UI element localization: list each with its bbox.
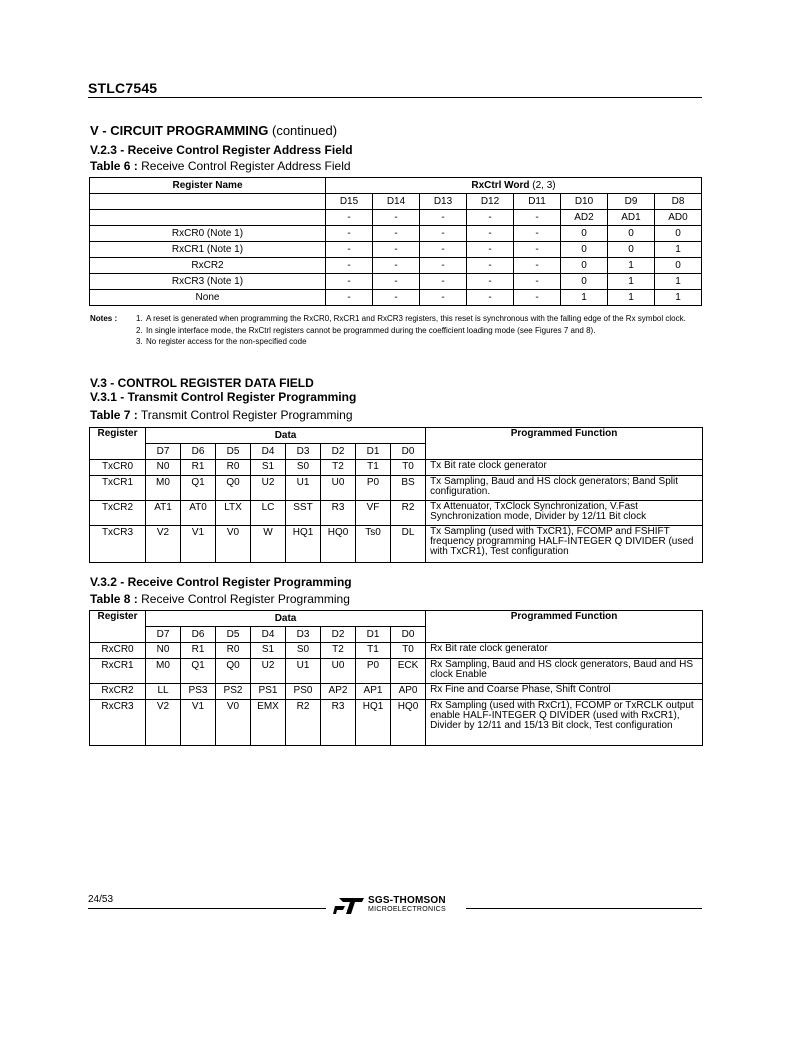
table7-bit-cell: U2 xyxy=(251,476,286,501)
header-rule xyxy=(88,97,702,98)
table8-register-name: RxCR1 xyxy=(90,659,146,684)
table6-caption xyxy=(90,159,351,173)
table8-bit-cell: T1 xyxy=(356,643,391,659)
page-number: 24/53 xyxy=(88,894,114,905)
table-row xyxy=(90,501,703,526)
table6-cell: 0 xyxy=(655,226,702,242)
table8-bit-header: D5 xyxy=(216,627,251,643)
table6-caption-text: Receive Control Register Address Field xyxy=(137,159,351,173)
table6-cell: - xyxy=(420,274,467,290)
table7-function-cell: Tx Sampling (used with TxCR1), FCOMP and FSHIFT frequency programming HALF-INTEGER Q DIVIDER (used with TxCR1), Test configuration xyxy=(426,526,703,563)
table8-register-header: Register xyxy=(90,611,146,643)
table8-bit-cell: R1 xyxy=(181,643,216,659)
table6-bit-header: D15 xyxy=(326,194,373,210)
table6-cell: - xyxy=(467,258,514,274)
table6-address-cell: - xyxy=(326,210,373,226)
table-row xyxy=(90,460,703,476)
table7-register-name: TxCR3 xyxy=(90,526,146,563)
table8-bit-cell: R2 xyxy=(286,700,321,746)
table-row xyxy=(90,684,703,700)
table6-cell: 1 xyxy=(608,258,655,274)
notes-label: Notes : xyxy=(90,314,118,323)
table8-bit-cell: PS0 xyxy=(286,684,321,700)
document-header-title: STLC7545 xyxy=(88,80,158,96)
table6-address-field xyxy=(89,177,702,306)
table6-bit-header: D11 xyxy=(514,194,561,210)
table6-address-cell: - xyxy=(373,210,420,226)
table7-caption-text: Transmit Control Register Programming xyxy=(137,408,353,422)
table8-caption-label: Table 8 : xyxy=(90,592,138,606)
table6-blank-cell xyxy=(90,210,326,226)
section-title-main: V - CIRCUIT PROGRAMMING xyxy=(90,123,269,138)
table7-bit-cell: V0 xyxy=(216,526,251,563)
note-text: No register access for the non-specified code xyxy=(146,337,307,346)
table7-bit-header: D4 xyxy=(251,444,286,460)
table6-bit-header: D14 xyxy=(373,194,420,210)
table6-cell: - xyxy=(326,274,373,290)
table7-register-name: TxCR1 xyxy=(90,476,146,501)
table8-bit-header: D0 xyxy=(391,627,426,643)
table7-bit-cell: BS xyxy=(391,476,426,501)
table6-cell: - xyxy=(467,242,514,258)
table6-address-cell: AD2 xyxy=(561,210,608,226)
table7-bit-cell: HQ1 xyxy=(286,526,321,563)
footer-rule-left xyxy=(88,908,326,909)
table8-bit-cell: U1 xyxy=(286,659,321,684)
table7-bit-cell: AT1 xyxy=(146,501,181,526)
table8-register-name: RxCR2 xyxy=(90,684,146,700)
table7-bit-header: D7 xyxy=(146,444,181,460)
table8-bit-cell: P0 xyxy=(356,659,391,684)
table-row xyxy=(90,274,702,290)
footer-rule-right xyxy=(466,908,702,909)
table6-cell: 1 xyxy=(608,290,655,306)
table6-cell: 1 xyxy=(608,274,655,290)
section-title-suffix: (continued) xyxy=(268,123,338,138)
table-row xyxy=(90,643,703,659)
table6-cell: - xyxy=(420,258,467,274)
table7-bit-cell: T2 xyxy=(321,460,356,476)
table8-bit-header: D1 xyxy=(356,627,391,643)
table7-register-header: Register xyxy=(90,428,146,460)
note-number: 2. xyxy=(136,325,143,335)
note-number: 3. xyxy=(136,337,143,346)
subsection-heading-v31: V.3.1 - Transmit Control Register Programming xyxy=(90,390,357,404)
table8-bit-header: D3 xyxy=(286,627,321,643)
table7-bit-cell: U1 xyxy=(286,476,321,501)
table6-rxctrl-note: (2, 3) xyxy=(529,180,556,191)
table-row xyxy=(90,526,703,563)
table-row xyxy=(90,258,702,274)
table7-bit-header: D1 xyxy=(356,444,391,460)
table8-bit-cell: R0 xyxy=(216,643,251,659)
table7-bit-cell: S1 xyxy=(251,460,286,476)
table8-bit-cell: PS3 xyxy=(181,684,216,700)
table6-cell: - xyxy=(373,226,420,242)
note-item xyxy=(90,336,706,348)
table8-register-name: RxCR0 xyxy=(90,643,146,659)
table-row xyxy=(90,290,702,306)
table8-bit-cell: Q0 xyxy=(216,659,251,684)
table8-bit-cell: AP1 xyxy=(356,684,391,700)
st-logo-icon xyxy=(333,897,365,915)
table7-register-name: TxCR2 xyxy=(90,501,146,526)
table6-cell: 0 xyxy=(561,274,608,290)
table7-bit-cell: DL xyxy=(391,526,426,563)
table6-address-cell: - xyxy=(467,210,514,226)
table8-bit-header: D6 xyxy=(181,627,216,643)
table6-cell: - xyxy=(514,226,561,242)
table6-address-cell: - xyxy=(514,210,561,226)
table-row xyxy=(90,659,703,684)
table6-cell: 1 xyxy=(655,274,702,290)
note-number: 1. xyxy=(136,314,143,323)
table7-bit-cell: S0 xyxy=(286,460,321,476)
table7-bit-cell: SST xyxy=(286,501,321,526)
table7-bit-header: D0 xyxy=(391,444,426,460)
table6-address-row xyxy=(90,210,702,226)
table7-bit-cell: Q0 xyxy=(216,476,251,501)
table6-register-name: RxCR0 (Note 1) xyxy=(90,226,326,242)
table6-bit-header: D12 xyxy=(467,194,514,210)
note-item xyxy=(90,313,706,325)
table6-bit-header: D9 xyxy=(608,194,655,210)
table6-cell: - xyxy=(326,290,373,306)
table6-cell: 0 xyxy=(561,258,608,274)
table6-cell: - xyxy=(514,258,561,274)
table8-receive-register xyxy=(89,610,703,746)
table8-bit-cell: HQ1 xyxy=(356,700,391,746)
table8-bit-header: D4 xyxy=(251,627,286,643)
note-text: A reset is generated when programming the RxCR0, RxCR1 and RxCR3 registers, this reset is synchronous with the falling edge of the Rx symbol clock. xyxy=(146,314,686,323)
section-title xyxy=(90,123,337,138)
table7-caption xyxy=(90,408,353,422)
table6-cell: - xyxy=(373,258,420,274)
table6-rxctrl-label: RxCtrl Word xyxy=(471,180,530,191)
table7-bit-cell: T0 xyxy=(391,460,426,476)
table6-blank-cell xyxy=(90,194,326,210)
table6-cell: 0 xyxy=(608,226,655,242)
table7-bit-cell: AT0 xyxy=(181,501,216,526)
table8-bit-header: D7 xyxy=(146,627,181,643)
table8-function-cell: Rx Sampling, Baud and HS clock generators, Baud and HS clock Enable xyxy=(426,659,703,684)
table7-bit-cell: HQ0 xyxy=(321,526,356,563)
table6-cell: 1 xyxy=(655,290,702,306)
table8-bit-cell: HQ0 xyxy=(391,700,426,746)
table6-cell: - xyxy=(326,226,373,242)
table8-bit-cell: U2 xyxy=(251,659,286,684)
table7-bit-cell: U0 xyxy=(321,476,356,501)
table6-cell: - xyxy=(467,290,514,306)
table7-bit-header: D3 xyxy=(286,444,321,460)
table6-cell: - xyxy=(373,274,420,290)
table6-bit-header: D8 xyxy=(655,194,702,210)
table8-bit-cell: R3 xyxy=(321,700,356,746)
table7-bit-header: D5 xyxy=(216,444,251,460)
table8-bit-cell: AP2 xyxy=(321,684,356,700)
table6-cell: - xyxy=(420,242,467,258)
logo-company-name: SGS-THOMSON xyxy=(368,895,446,906)
table6-cell: - xyxy=(373,242,420,258)
section-heading-v3: V.3 - CONTROL REGISTER DATA FIELD xyxy=(90,376,314,390)
table7-data-header: Data xyxy=(146,428,426,444)
table-row xyxy=(90,242,702,258)
table8-function-cell: Rx Fine and Coarse Phase, Shift Control xyxy=(426,684,703,700)
table8-header-row xyxy=(90,611,703,627)
table7-bit-cell: Q1 xyxy=(181,476,216,501)
table8-register-name: RxCR3 xyxy=(90,700,146,746)
table8-bit-cell: AP0 xyxy=(391,684,426,700)
table7-bit-header: D6 xyxy=(181,444,216,460)
table6-register-name-header: Register Name xyxy=(90,178,326,194)
table7-function-cell: Tx Attenuator, TxClock Synchronization, V.Fast Synchronization mode, Divider by 12/11 Bit clock xyxy=(426,501,703,526)
table7-function-cell: Tx Sampling, Baud and HS clock generators; Band Split configuration. xyxy=(426,476,703,501)
table6-bit-header: D10 xyxy=(561,194,608,210)
table7-bit-cell: R2 xyxy=(391,501,426,526)
table7-header-row xyxy=(90,428,703,444)
table6-cell: 1 xyxy=(655,242,702,258)
table8-bit-cell: LL xyxy=(146,684,181,700)
table7-bit-cell: T1 xyxy=(356,460,391,476)
table7-bit-cell: LTX xyxy=(216,501,251,526)
table6-cell: - xyxy=(514,290,561,306)
table6-rxctrl-header xyxy=(326,178,702,194)
note-text: In single interface mode, the RxCtrl registers cannot be programmed during the coefficient loading mode (see Figures 7 and 8). xyxy=(146,325,596,335)
table7-caption-label: Table 7 : xyxy=(90,408,138,422)
table8-caption-text: Receive Control Register Programming xyxy=(137,592,350,606)
table8-bit-cell: U0 xyxy=(321,659,356,684)
table7-bit-cell: N0 xyxy=(146,460,181,476)
table6-address-cell: - xyxy=(420,210,467,226)
table7-bit-cell: LC xyxy=(251,501,286,526)
note-item xyxy=(90,325,706,337)
table6-cell: - xyxy=(326,258,373,274)
table8-bit-cell: PS2 xyxy=(216,684,251,700)
table8-bit-cell: T0 xyxy=(391,643,426,659)
table7-transmit-register xyxy=(89,427,703,563)
table7-register-name: TxCR0 xyxy=(90,460,146,476)
table8-bit-cell: S1 xyxy=(251,643,286,659)
table8-bit-cell: ECK xyxy=(391,659,426,684)
table6-address-cell: AD1 xyxy=(608,210,655,226)
table6-bits-row xyxy=(90,194,702,210)
table7-bit-cell: P0 xyxy=(356,476,391,501)
table6-address-cell: AD0 xyxy=(655,210,702,226)
table6-cell: - xyxy=(514,274,561,290)
table7-bit-cell: R1 xyxy=(181,460,216,476)
table8-bit-cell: EMX xyxy=(251,700,286,746)
table8-bit-cell: S0 xyxy=(286,643,321,659)
table6-cell: 0 xyxy=(561,226,608,242)
table8-function-header: Programmed Function xyxy=(426,611,703,643)
table8-bit-cell: M0 xyxy=(146,659,181,684)
table6-register-name: RxCR3 (Note 1) xyxy=(90,274,326,290)
table6-register-name: RxCR1 (Note 1) xyxy=(90,242,326,258)
table8-bit-cell: V0 xyxy=(216,700,251,746)
subsection-heading-v23: V.2.3 - Receive Control Register Address Field xyxy=(90,143,353,157)
table6-cell: 0 xyxy=(655,258,702,274)
table8-bit-cell: Q1 xyxy=(181,659,216,684)
table7-function-cell: Tx Bit rate clock generator xyxy=(426,460,703,476)
table6-notes xyxy=(90,313,706,348)
notes-label-spacer xyxy=(90,336,136,348)
table8-bit-cell: N0 xyxy=(146,643,181,659)
table6-cell: - xyxy=(326,242,373,258)
notes-label-spacer xyxy=(90,325,136,337)
table6-cell: - xyxy=(467,274,514,290)
subsection-heading-v32: V.3.2 - Receive Control Register Programming xyxy=(90,575,352,589)
table6-register-name: None xyxy=(90,290,326,306)
table7-bit-cell: V2 xyxy=(146,526,181,563)
table6-caption-label: Table 6 : xyxy=(90,159,138,173)
table7-bit-cell: VF xyxy=(356,501,391,526)
table7-bit-cell: R0 xyxy=(216,460,251,476)
table6-cell: - xyxy=(514,242,561,258)
table6-register-name: RxCR2 xyxy=(90,258,326,274)
table8-bit-cell: PS1 xyxy=(251,684,286,700)
table7-bit-cell: V1 xyxy=(181,526,216,563)
table8-function-cell: Rx Bit rate clock generator xyxy=(426,643,703,659)
table8-function-cell: Rx Sampling (used with RxCr1), FCOMP or TxRCLK output enable HALF-INTEGER Q DIVIDER (used with RxCR1), Divider by 12/11 and 15/13 Bit clock, Test configuration xyxy=(426,700,703,746)
table6-header-row xyxy=(90,178,702,194)
table8-bit-cell: V1 xyxy=(181,700,216,746)
table6-cell: 0 xyxy=(561,242,608,258)
table8-bit-cell: T2 xyxy=(321,643,356,659)
table6-cell: - xyxy=(373,290,420,306)
table7-bit-cell: W xyxy=(251,526,286,563)
table6-cell: 1 xyxy=(561,290,608,306)
table8-data-header: Data xyxy=(146,611,426,627)
table7-function-header: Programmed Function xyxy=(426,428,703,460)
table8-bit-header: D2 xyxy=(321,627,356,643)
table6-cell: - xyxy=(467,226,514,242)
table8-caption xyxy=(90,592,350,606)
table6-cell: - xyxy=(420,290,467,306)
table7-bit-cell: Ts0 xyxy=(356,526,391,563)
table7-bit-cell: M0 xyxy=(146,476,181,501)
logo-company-subtitle: MICROELECTRONICS xyxy=(368,906,446,913)
table6-cell: - xyxy=(420,226,467,242)
table7-bit-cell: R3 xyxy=(321,501,356,526)
table6-cell: 0 xyxy=(608,242,655,258)
table-row xyxy=(90,476,703,501)
table-row xyxy=(90,226,702,242)
table8-bit-cell: V2 xyxy=(146,700,181,746)
table-row xyxy=(90,700,703,746)
table6-bit-header: D13 xyxy=(420,194,467,210)
table7-bit-header: D2 xyxy=(321,444,356,460)
